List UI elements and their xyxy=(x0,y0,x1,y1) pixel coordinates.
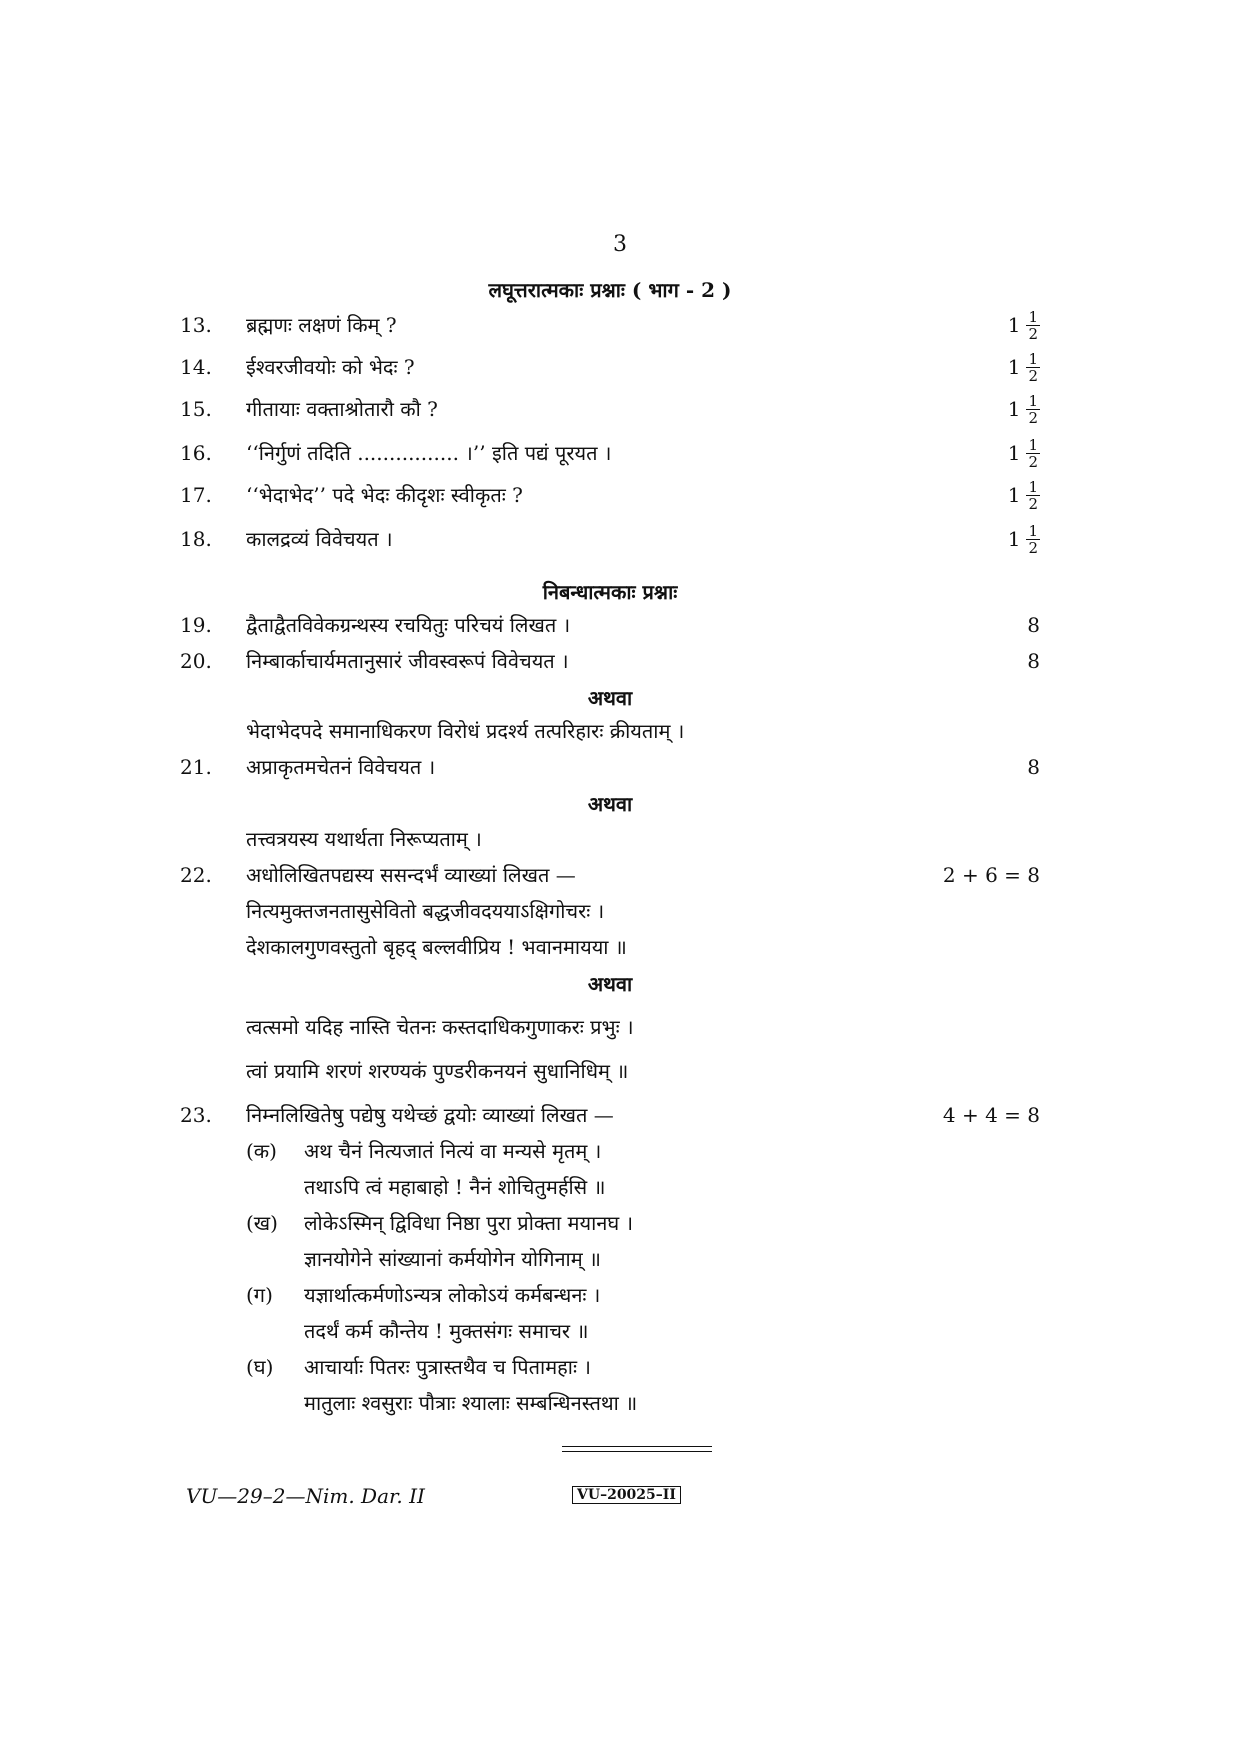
marks-fraction: 1 1 2 xyxy=(1007,521,1038,557)
question-number: 16. xyxy=(180,441,212,465)
section-heading-essay: निबन्धात्मकाः प्रश्नाः xyxy=(542,580,678,604)
question-13 xyxy=(180,308,1040,342)
footer-paper-code: VU–20025–II xyxy=(572,1486,681,1504)
footer-course: VU—29–2—Nim. Dar. II xyxy=(186,1484,425,1508)
question-22 xyxy=(180,858,1040,892)
question-text: अधोलिखितपद्यस्य ससन्दर्भं व्याख्यां लिखत — xyxy=(246,863,576,887)
question-text: अप्राकृतमचेतनं विवेचयत । xyxy=(246,755,436,779)
verse-line: त्वां प्रयामि शरणं शरण्यकं पुण्डरीकनयनं सुधानिधिम् ॥ xyxy=(246,1059,629,1083)
or-label: अथवा xyxy=(587,792,633,816)
question-21 xyxy=(180,750,1040,784)
question-number: 13. xyxy=(180,313,212,337)
question-21-alternative: तत्त्वत्रयस्य यथार्थता निरूप्यताम् । xyxy=(246,827,482,851)
question-text: द्वैताद्वैतविवेकग्रन्थस्य रचयितुः परिचयं लिखत । xyxy=(246,613,571,637)
verse-line: त्वत्समो यदिह नास्ति चेतनः कस्तदाधिकगुणाकरः प्रभुः । xyxy=(246,1015,634,1039)
end-rule xyxy=(562,1446,712,1447)
question-16 xyxy=(180,436,1040,470)
verse-line: यज्ञार्थात्कर्मणोऽन्यत्र लोकोऽयं कर्मबन्धनः । xyxy=(304,1283,601,1307)
section-heading-short: लघूत्तरात्मकाः प्रश्नाः ( भाग - 2 ) xyxy=(488,278,732,302)
marks: 2 + 6 = 8 xyxy=(942,863,1040,887)
or-label: अथवा xyxy=(587,972,633,996)
marks-fraction: 1 1 2 xyxy=(1007,477,1038,513)
verse-line: अथ चैनं नित्यजातं नित्यं वा मन्यसे मृतम् । xyxy=(304,1139,602,1163)
question-14 xyxy=(180,350,1040,384)
marks: 8 xyxy=(1027,613,1040,637)
question-number: 17. xyxy=(180,483,212,507)
verse-line: ज्ञानयोगेने सांख्यानां कर्मयोगेन योगिनाम् ॥ xyxy=(304,1247,602,1271)
question-text: गीतायाः वक्ताश्रोतारौ कौ ? xyxy=(246,397,438,421)
verse-line: नित्यमुक्तजनतासुसेवितो बद्धजीवदययाऽक्षिगोचरः । xyxy=(246,899,605,923)
verse-line: देशकालगुणवस्तुतो बृहद् बल्लवीप्रिय ! भवानमायया ॥ xyxy=(246,935,627,959)
question-text: ‘‘भेदाभेद’’ पदे भेदः कीदृशः स्वीकृतः ? xyxy=(246,483,523,507)
verse-line: तथाऽपि त्वं महाबाहो ! नैनं शोचितुमर्हसि ॥ xyxy=(304,1175,606,1199)
question-23 xyxy=(180,1098,1040,1132)
question-number: 19. xyxy=(180,613,212,637)
marks-fraction: 1 1 2 xyxy=(1007,307,1038,343)
or-label: अथवा xyxy=(587,686,633,710)
question-17 xyxy=(180,478,1040,512)
marks-fraction: 1 1 2 xyxy=(1007,435,1038,471)
verse-line: आचार्याः पितरः पुत्रास्तथैव च पितामहाः । xyxy=(304,1355,591,1379)
question-text: कालद्रव्यं विवेचयत । xyxy=(246,527,393,551)
option-label: (क) xyxy=(246,1139,277,1163)
marks: 8 xyxy=(1027,649,1040,673)
question-number: 20. xyxy=(180,649,212,673)
marks: 8 xyxy=(1027,755,1040,779)
question-text: निम्बार्काचार्यमतानुसारं जीवस्वरूपं विवेचयत । xyxy=(246,649,569,673)
end-rule xyxy=(562,1451,712,1452)
marks: 4 + 4 = 8 xyxy=(942,1103,1040,1127)
marks-fraction: 1 1 2 xyxy=(1007,349,1038,385)
marks-fraction: 1 1 2 xyxy=(1007,391,1038,427)
question-number: 18. xyxy=(180,527,212,551)
question-text: ‘‘निर्गुणं तदिति ................ ।’’ इति पद्यं पूरयत । xyxy=(246,441,612,465)
option-label: (घ) xyxy=(246,1355,274,1379)
question-number: 15. xyxy=(180,397,212,421)
option-label: (ख) xyxy=(246,1211,278,1235)
question-number: 14. xyxy=(180,355,212,379)
question-15 xyxy=(180,392,1040,426)
page-number: 3 xyxy=(613,232,627,257)
verse-line: लोकेऽस्मिन् द्विविधा निष्ठा पुरा प्रोक्ता मयानघ । xyxy=(304,1211,634,1235)
question-text: निम्नलिखितेषु पद्येषु यथेच्छं द्वयोः व्याख्यां लिखत — xyxy=(246,1103,614,1127)
question-text: ब्रह्मणः लक्षणं किम् ? xyxy=(246,313,397,337)
question-20 xyxy=(180,644,1040,678)
question-20-alternative: भेदाभेदपदे समानाधिकरण विरोधं प्रदर्श्य तत्परिहारः क्रीयताम् । xyxy=(246,719,685,743)
question-number: 23. xyxy=(180,1103,212,1127)
verse-line: मातुलाः श्वसुराः पौत्राः श्यालाः सम्बन्धिनस्तथा ॥ xyxy=(304,1391,638,1415)
verse-line: तदर्थं कर्म कौन्तेय ! मुक्तसंगः समाचर ॥ xyxy=(304,1319,589,1343)
question-number: 22. xyxy=(180,863,212,887)
question-number: 21. xyxy=(180,755,212,779)
question-text: ईश्वरजीवयोः को भेदः ? xyxy=(246,355,415,379)
option-label: (ग) xyxy=(246,1283,273,1307)
question-18 xyxy=(180,522,1040,556)
question-19 xyxy=(180,608,1040,642)
